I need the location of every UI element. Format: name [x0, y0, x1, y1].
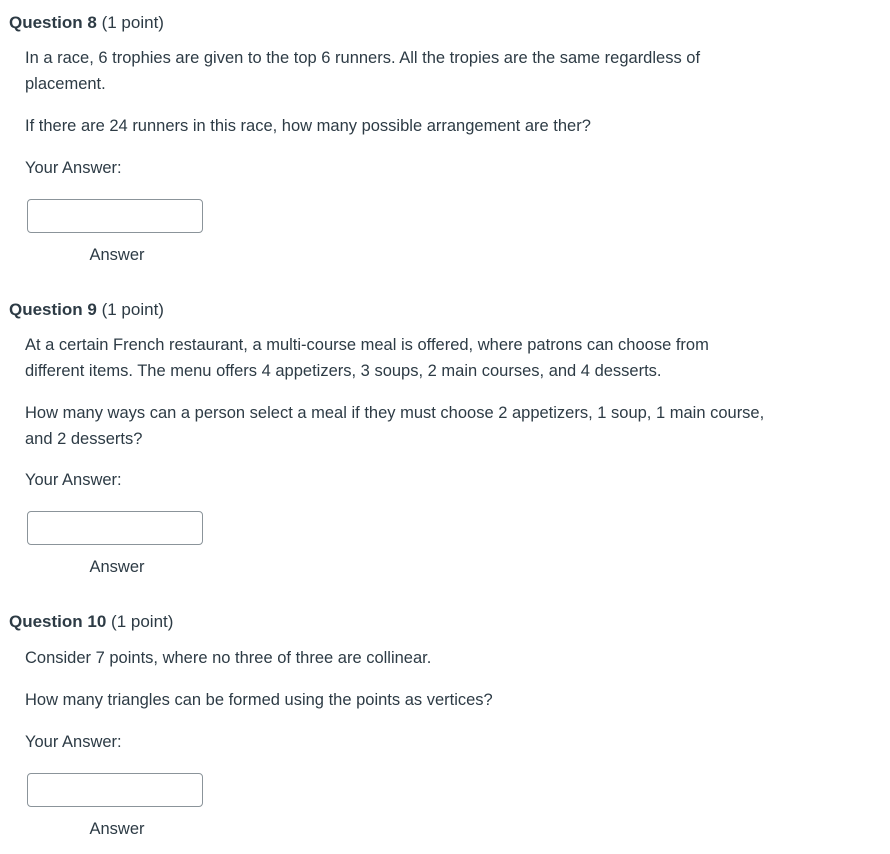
question-text: Consider 7 points, where no three of three are collinear. — [25, 649, 432, 667]
question-points: (1 point) — [111, 612, 174, 631]
answer-input[interactable] — [27, 773, 203, 807]
question-text: In a race, 6 trophies are given to the top 6 runners. All the tropies are the same regardless of placement. — [25, 49, 701, 93]
answer-input[interactable] — [27, 199, 203, 233]
answer-label: Answer — [89, 820, 145, 838]
question-points: (1 point) — [101, 300, 164, 319]
answer-label: Answer — [89, 558, 145, 576]
question-text: At a certain French restaurant, a multi-course meal is offered, where patrons can choose from different items. The menu offers 4 appetizers, 3 soups, 2 main courses, and 4 desserts. — [25, 336, 709, 380]
question-title: Question 9 — [9, 300, 97, 319]
question-title: Question 10 — [9, 612, 107, 631]
question-prompt: If there are 24 runners in this race, how many possible arrangement are ther? — [25, 117, 591, 135]
question-heading — [9, 611, 173, 633]
question-heading — [9, 299, 164, 321]
question-prompt: How many ways can a person select a meal if they must choose 2 appetizers, 1 soup, 1 main course, and 2 desserts? — [25, 404, 765, 448]
question-title: Question 8 — [9, 13, 97, 32]
question-heading — [9, 12, 164, 34]
answer-label: Answer — [89, 246, 145, 264]
your-answer-label: Your Answer: — [25, 159, 122, 177]
your-answer-label: Your Answer: — [25, 733, 122, 751]
answer-input[interactable] — [27, 511, 203, 545]
your-answer-label: Your Answer: — [25, 471, 122, 489]
question-prompt: How many triangles can be formed using the points as vertices? — [25, 691, 493, 709]
question-points: (1 point) — [101, 13, 164, 32]
